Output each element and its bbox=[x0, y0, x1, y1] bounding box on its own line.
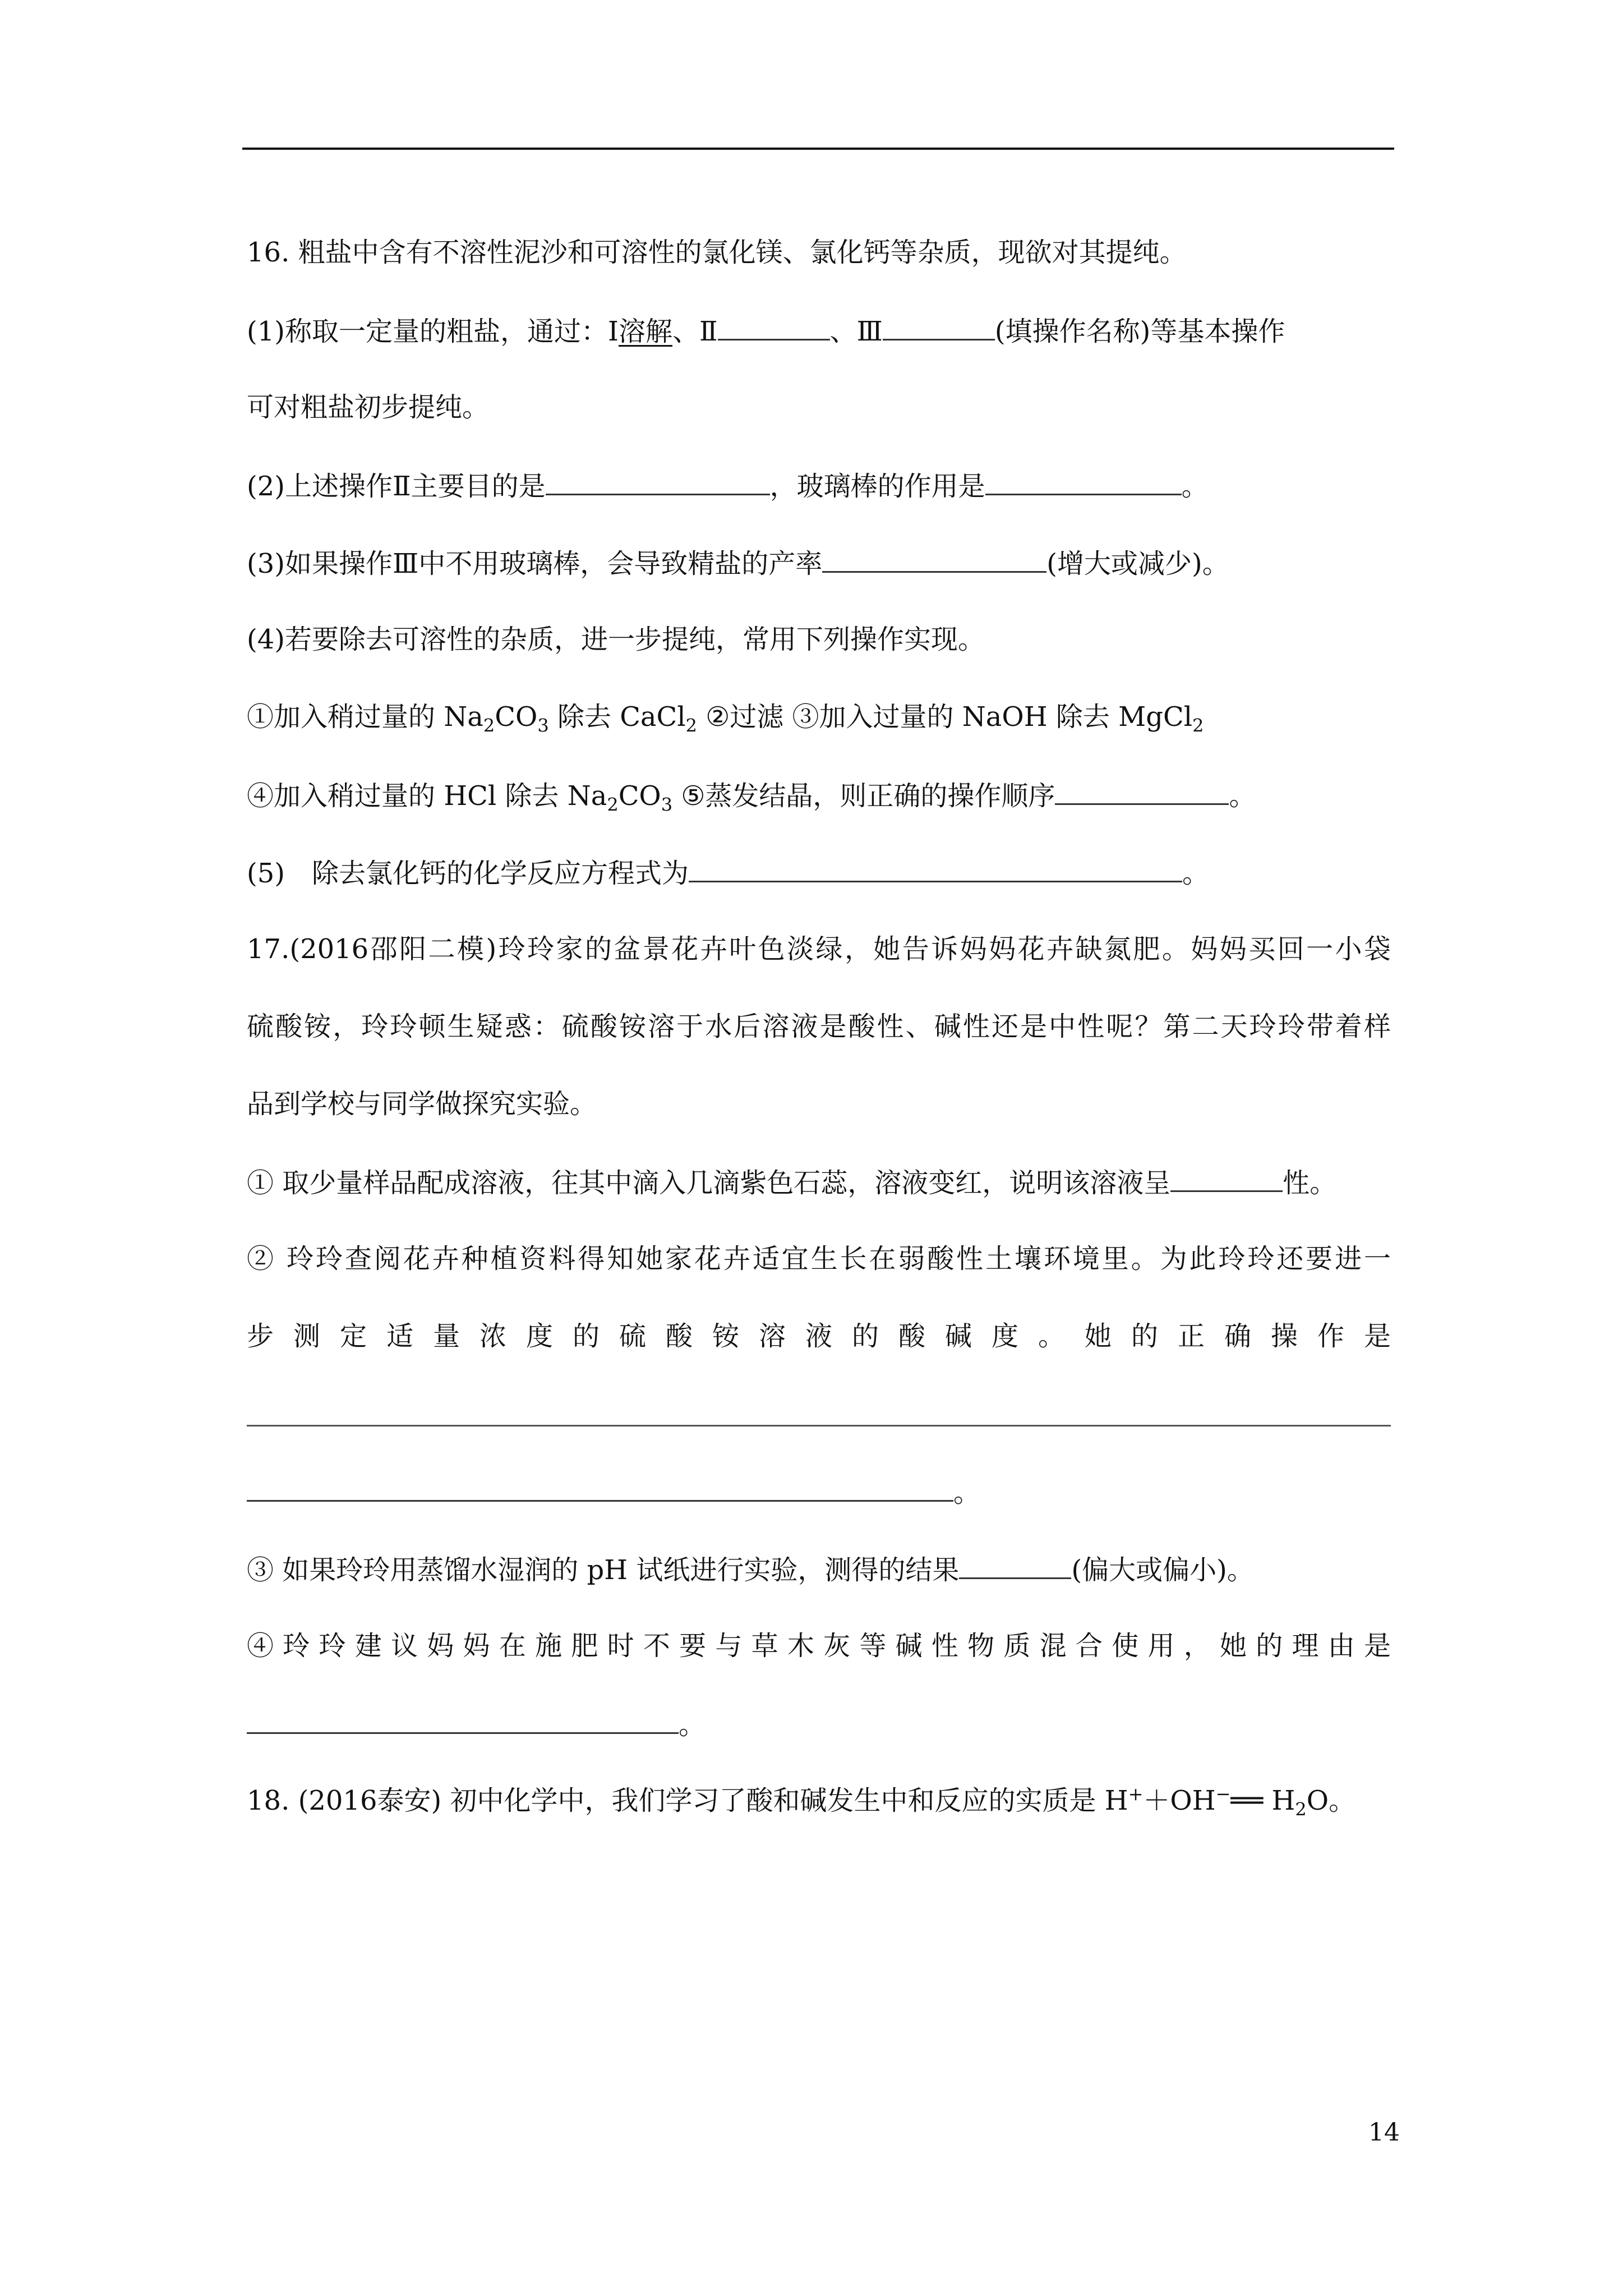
q18-stem: 18. (2016泰安) 初中化学中，我们学习了酸和碱发生中和反应的实质是 H+＋OH−══ $H_2O$。 bbox=[247, 1783, 1356, 1820]
page-number: 14 bbox=[1368, 2118, 1400, 2147]
q17-step4-answer-end: 。 bbox=[247, 1706, 1391, 1740]
answer-blank bbox=[689, 855, 1182, 882]
q17-step4-line1: ④ 玲 玲 建 议 妈 妈 在 施 肥 时 不 要 与 草 木 灰 等 碱 性 物 质 混 合 使 用 ， 她 的 理 由 是 bbox=[247, 1630, 1391, 1662]
q17-stem-line2: 硫酸铵，玲玲顿生疑惑：硫酸铵溶于水后溶液是酸性、碱性还是中性呢？第二天玲玲带着样 bbox=[247, 1011, 1391, 1042]
answer-blank bbox=[718, 313, 830, 341]
header-rule bbox=[242, 148, 1394, 150]
q16-part2: (2)上述操作Ⅱ主要目的是 ，玻璃棒的作用是 。 bbox=[247, 468, 1391, 501]
answer-blank bbox=[822, 545, 1046, 573]
q17-step2-line1: ② 玲玲查阅花卉种植资料得知她家花卉适宜生长在弱酸性土壤环境里。为此玲玲还要进一 bbox=[247, 1243, 1391, 1274]
q17-step1: ① 取少量样品配成溶液，往其中滴入几滴紫色石蕊，溶液变红，说明该溶液呈 性。 bbox=[247, 1165, 1391, 1198]
answer-step1: 溶解 bbox=[618, 316, 672, 347]
page-content bbox=[247, 236, 1391, 1861]
answer-blank bbox=[959, 1552, 1071, 1579]
q16-part4: (4)若要除去可溶性的杂质，进一步提纯，常用下列操作实现。 bbox=[247, 624, 985, 655]
answer-blank bbox=[1170, 1165, 1283, 1192]
answer-rule-full bbox=[247, 1397, 1391, 1430]
q16-part1-line2: 可对粗盐初步提纯。 bbox=[247, 392, 490, 423]
answer-blank bbox=[883, 313, 995, 341]
q16-part1-line1: (1)称取一定量的粗盐，通过：Ⅰ溶解、Ⅱ 、Ⅲ (填操作名称)等基本操作 bbox=[247, 313, 1391, 347]
q17-stem-line1: 17.(2016邵阳二模)玲玲家的盆景花卉叶色淡绿，她告诉妈妈花卉缺氮肥。妈妈买回一小袋 bbox=[247, 933, 1391, 965]
answer-blank bbox=[247, 1706, 679, 1734]
q17-stem-line3: 品到学校与同学做探究实验。 bbox=[247, 1088, 597, 1120]
q16-part5: (5) 除去氯化钙的化学反应方程式为 。 bbox=[247, 855, 1391, 889]
q16-stem: 16. 粗盐中含有不溶性泥沙和可溶性的氯化镁、氯化钙等杂质，现欲对其提纯。 bbox=[247, 237, 1187, 268]
answer-blank bbox=[1055, 777, 1229, 805]
q17-step2-line2: 步 测 定 适 量 浓 度 的 硫 酸 铵 溶 液 的 酸 碱 度 。 她 的 正 确 操 作 是 bbox=[247, 1320, 1391, 1352]
q17-step2-answer-end: 。 bbox=[247, 1474, 1391, 1508]
answer-blank bbox=[546, 468, 770, 495]
answer-blank bbox=[247, 1474, 953, 1502]
q16-operations-line1: ①加入稍过量的 $Na_2CO_3$ 除去 CaCl$_2$ ②过滤 ③加入过量的 NaOH 除去 MgCl$_2$ bbox=[247, 701, 1204, 737]
answer-blank bbox=[985, 468, 1182, 495]
q16-part3: (3)如果操作Ⅲ中不用玻璃棒，会导致精盐的产率 (增大或减少)。 bbox=[247, 545, 1391, 579]
q16-operations-line2: ④加入稍过量的 HCl 除去 $Na_2CO_3$ ⑤蒸发结晶，则正确的操作顺序 。 bbox=[247, 777, 1391, 811]
q17-step3: ③ 如果玲玲用蒸馏水湿润的 pH 试纸进行实验，测得的结果 (偏大或偏小)。 bbox=[247, 1552, 1391, 1585]
